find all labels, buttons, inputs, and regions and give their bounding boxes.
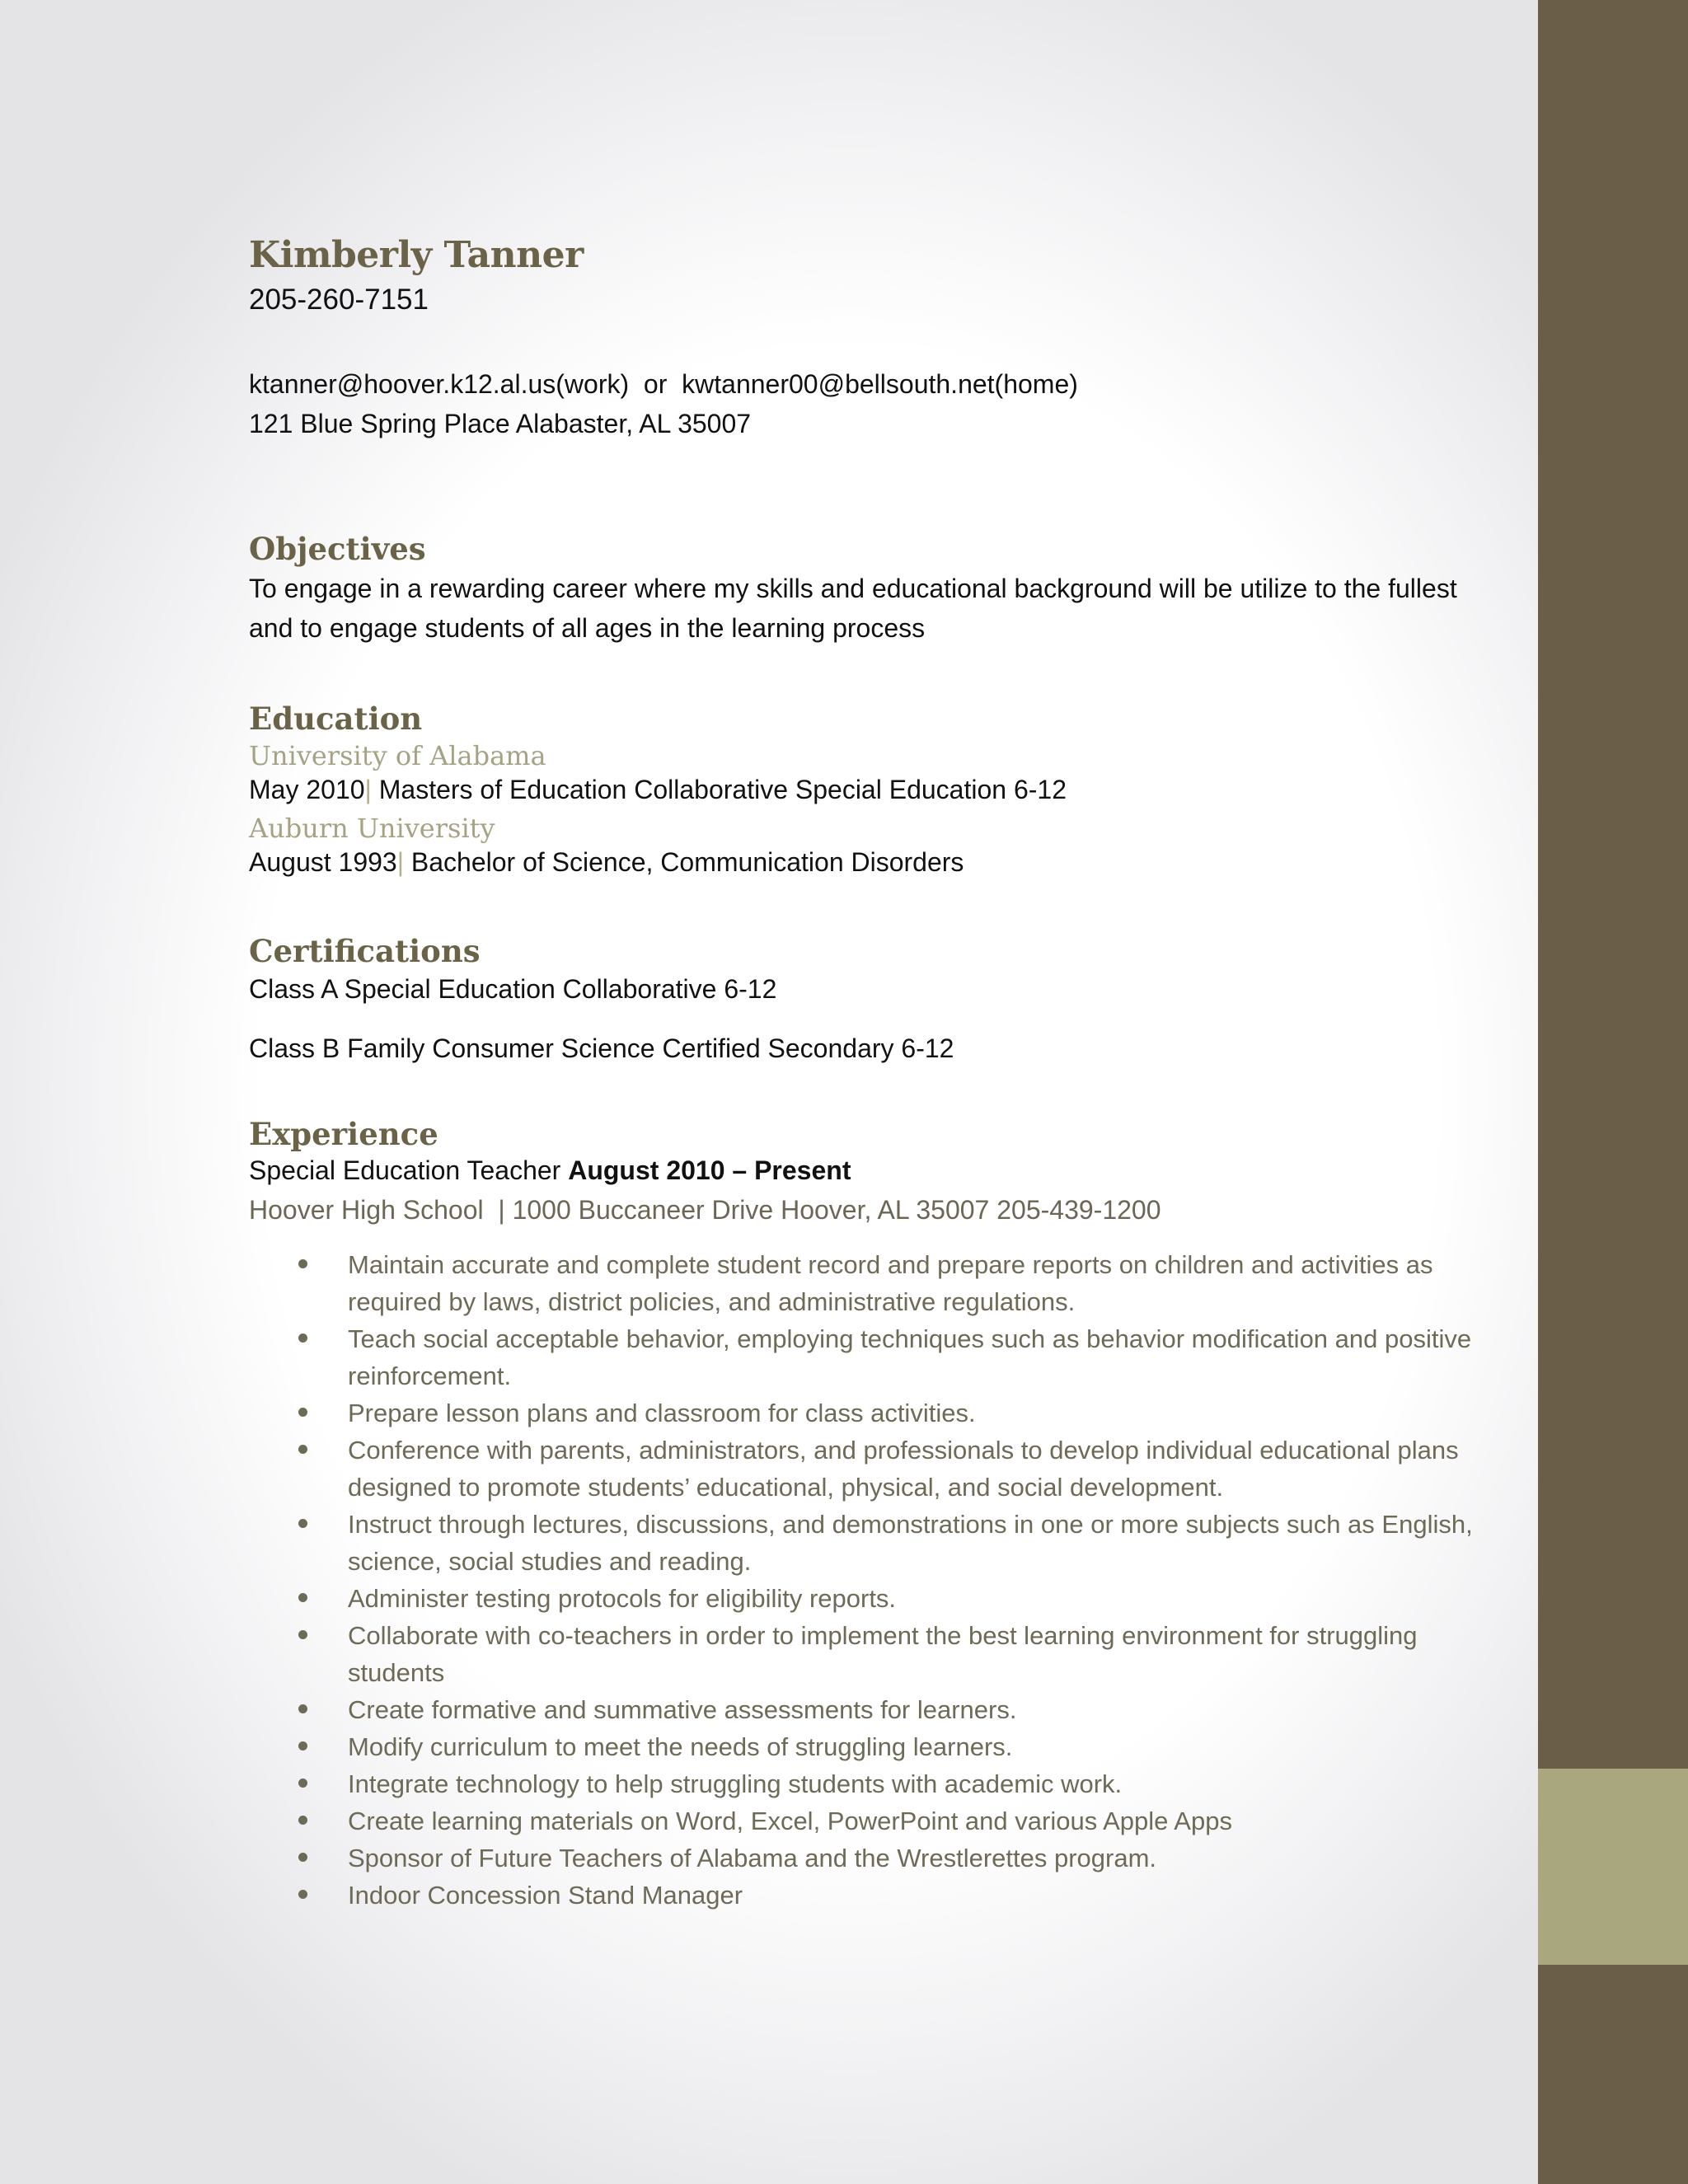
duty-text: Maintain accurate and complete student record and prepare reports on children and activities as required by laws, district policies, and administrative regulations. — [348, 1250, 1433, 1316]
degree-date: May 2010 — [249, 775, 365, 804]
degree-line — [249, 846, 1518, 879]
objectives-heading: Objectives — [249, 531, 426, 567]
list-item — [348, 1394, 1518, 1432]
school-name: University of Alabama — [249, 740, 546, 771]
contact-header — [249, 231, 1518, 443]
duty-text: Indoor Concession Stand Manager — [348, 1881, 743, 1910]
list-item — [348, 1691, 1518, 1728]
phone-number: 205-260-7151 — [249, 284, 429, 316]
email-addresses: ktanner@hoover.k12.al.us(work) or kwtanner00@bellsouth.net(home) — [249, 369, 1078, 399]
resume-content — [249, 231, 1518, 1914]
duties-list — [249, 1246, 1518, 1914]
bullet-icon — [298, 1333, 307, 1343]
mailing-address: 121 Blue Spring Place Alabaster, AL 35007 — [249, 409, 752, 438]
employer-info: Hoover High School | 1000 Buccaneer Drive Hoover, AL 35007 205-439-1200 — [249, 1195, 1161, 1225]
list-item — [348, 1580, 1518, 1617]
job-title-line — [249, 1151, 1518, 1190]
applicant-name: Kimberly Tanner — [249, 234, 584, 276]
duty-text: Create formative and summative assessments for learners. — [348, 1695, 1017, 1724]
bullet-icon — [298, 1816, 307, 1825]
experience-section — [249, 1114, 1518, 1914]
job-dates: August 2010 – Present — [568, 1155, 851, 1185]
certification-item: Class B Family Consumer Science Certified Secondary 6-12 — [249, 1033, 954, 1063]
duty-text: Prepare lesson plans and classroom for class activities. — [348, 1399, 976, 1427]
duty-text: Integrate technology to help struggling students with academic work. — [348, 1769, 1123, 1798]
list-item — [348, 1617, 1518, 1691]
decorative-sidebar-accent — [1538, 1769, 1688, 1965]
duty-text: Collaborate with co-teachers in order to implement the best learning environment for struggling students — [348, 1621, 1418, 1687]
list-item — [348, 1765, 1518, 1802]
bullet-icon — [298, 1853, 307, 1862]
education-entry — [249, 811, 1518, 879]
bullet-icon — [298, 1259, 307, 1268]
bullet-icon — [298, 1890, 307, 1899]
list-item — [348, 1840, 1518, 1877]
bullet-icon — [298, 1445, 307, 1454]
duty-text: Administer testing protocols for eligibility reports. — [348, 1584, 897, 1613]
bullet-icon — [298, 1779, 307, 1788]
separator: | — [396, 847, 405, 877]
job-title: Special Education Teacher — [249, 1155, 569, 1185]
degree-date: August 1993 — [249, 847, 397, 877]
list-item — [348, 1506, 1518, 1580]
education-heading: Education — [249, 701, 423, 737]
list-item — [348, 1877, 1518, 1914]
duty-text: Teach social acceptable behavior, employing techniques such as behavior modification and positive reinforcement. — [348, 1324, 1472, 1390]
education-section — [249, 699, 1518, 879]
bullet-icon — [298, 1704, 307, 1713]
duty-text: Instruct through lectures, discussions, and demonstrations in one or more subjects such as English, science, social studies and reading. — [348, 1510, 1473, 1576]
bullet-icon — [298, 1741, 307, 1750]
list-item — [348, 1320, 1518, 1394]
duty-text: Create learning materials on Word, Excel, PowerPoint and various Apple Apps — [348, 1807, 1232, 1835]
list-item — [348, 1432, 1518, 1506]
degree-title: Masters of Education Collaborative Special Education 6-12 — [371, 775, 1067, 804]
objectives-text-line-2: and to engage students of all ages in the learning process — [249, 613, 926, 643]
certifications-heading: Certifications — [249, 933, 481, 969]
bullet-icon — [298, 1519, 307, 1528]
list-item — [348, 1246, 1518, 1320]
duty-text: Sponsor of Future Teachers of Alabama and the Wrestlerettes program. — [348, 1844, 1157, 1872]
duty-text: Modify curriculum to meet the needs of struggling learners. — [348, 1732, 1013, 1761]
list-item — [348, 1728, 1518, 1765]
bullet-icon — [298, 1593, 307, 1602]
school-name: Auburn University — [249, 813, 495, 844]
certifications-section — [249, 931, 1518, 1068]
duty-text: Conference with parents, administrators, and professionals to develop individual educational plans designed to promote students’ educational, physical, and social development. — [348, 1436, 1459, 1502]
experience-heading: Experience — [249, 1116, 438, 1152]
certification-item: Class A Special Education Collaborative 6-12 — [249, 974, 777, 1004]
objectives-section — [249, 529, 1518, 648]
education-entry — [249, 738, 1518, 806]
separator: | — [364, 775, 372, 804]
degree-title: Bachelor of Science, Communication Disorders — [404, 847, 964, 877]
list-item — [348, 1802, 1518, 1840]
bullet-icon — [298, 1630, 307, 1639]
objectives-text-line-1: To engage in a rewarding career where my skills and educational background will be utilize to the fullest — [249, 574, 1457, 603]
bullet-icon — [298, 1408, 307, 1417]
degree-line — [249, 773, 1518, 806]
